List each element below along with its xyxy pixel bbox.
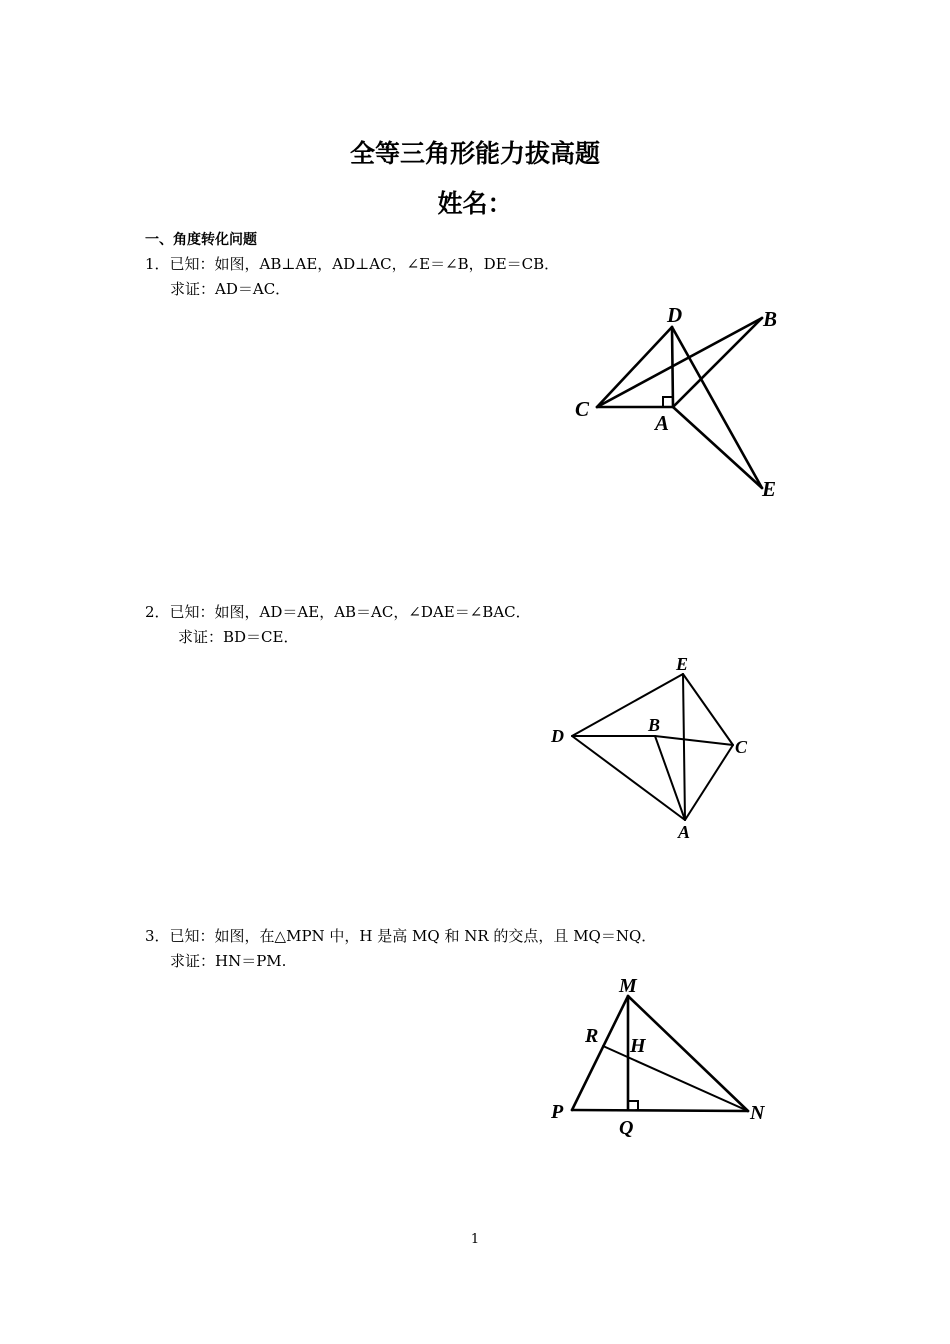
label-d: D — [551, 726, 564, 746]
segment-bc — [655, 736, 733, 745]
label-a: A — [678, 822, 691, 842]
problem-2-prove: 求证：BD＝CE． — [178, 628, 299, 646]
right-angle-marker — [663, 397, 673, 407]
segment-pn — [572, 1110, 748, 1111]
segment-ca — [685, 745, 733, 820]
label-a: A — [655, 411, 670, 435]
label-q: Q — [619, 1117, 634, 1139]
segment-rn — [603, 1046, 748, 1111]
segment-ec — [683, 674, 733, 745]
problem-3-given — [145, 925, 656, 946]
label-c: C — [735, 737, 748, 757]
problem-3-figure — [545, 970, 775, 1145]
problem-1-prove: 求证：AD＝AC． — [170, 280, 291, 298]
label-c: C — [575, 397, 590, 421]
label-b: B — [648, 715, 661, 735]
problem-1-number: 1． — [145, 255, 170, 273]
problem-3-prove: 求证：HN＝PM. — [170, 952, 287, 970]
segment-ea — [683, 674, 685, 820]
label-h: H — [630, 1035, 646, 1057]
page-title: 全等三角形能力拔高题 — [349, 139, 600, 168]
label-m: M — [619, 975, 637, 997]
name-label: 姓名： — [437, 189, 513, 218]
segment-mn — [628, 996, 748, 1111]
segment-ab — [673, 318, 762, 407]
label-n: N — [750, 1102, 765, 1124]
label-d: D — [667, 303, 683, 327]
segment-ba — [655, 736, 685, 820]
problem-2-given-text: 已知：如图，AD＝AE，AB＝AC，∠DAE＝∠BAC． — [169, 603, 531, 621]
problem-2-number: 2． — [145, 603, 170, 621]
problem-1-given — [145, 253, 559, 274]
problem-1-figure — [560, 295, 800, 510]
label-e: E — [676, 654, 689, 674]
problem-2-given — [145, 601, 531, 622]
page-number: 1 — [470, 1232, 480, 1247]
segment-cb — [597, 318, 762, 407]
segment-ae — [673, 407, 762, 488]
problem-3-given-text: 已知：如图，在△MPN 中，H 是高 MQ 和 NR 的交点，且 MQ＝NQ． — [169, 927, 657, 945]
right-angle-marker — [628, 1101, 638, 1110]
label-e: E — [762, 477, 777, 501]
problem-2-figure — [545, 650, 760, 845]
section-heading: 一、角度转化问题 — [145, 232, 257, 248]
segment-cd — [597, 327, 672, 407]
segment-de — [572, 674, 683, 736]
segment-de — [672, 327, 762, 488]
label-r: R — [585, 1025, 599, 1047]
label-b: B — [763, 307, 778, 331]
label-p: P — [551, 1101, 564, 1123]
problem-1-given-text: 已知：如图，AB⊥AE，AD⊥AC，∠E＝∠B，DE＝CB． — [169, 255, 560, 273]
segment-da — [572, 736, 685, 820]
problem-3-number: 3． — [145, 927, 170, 945]
